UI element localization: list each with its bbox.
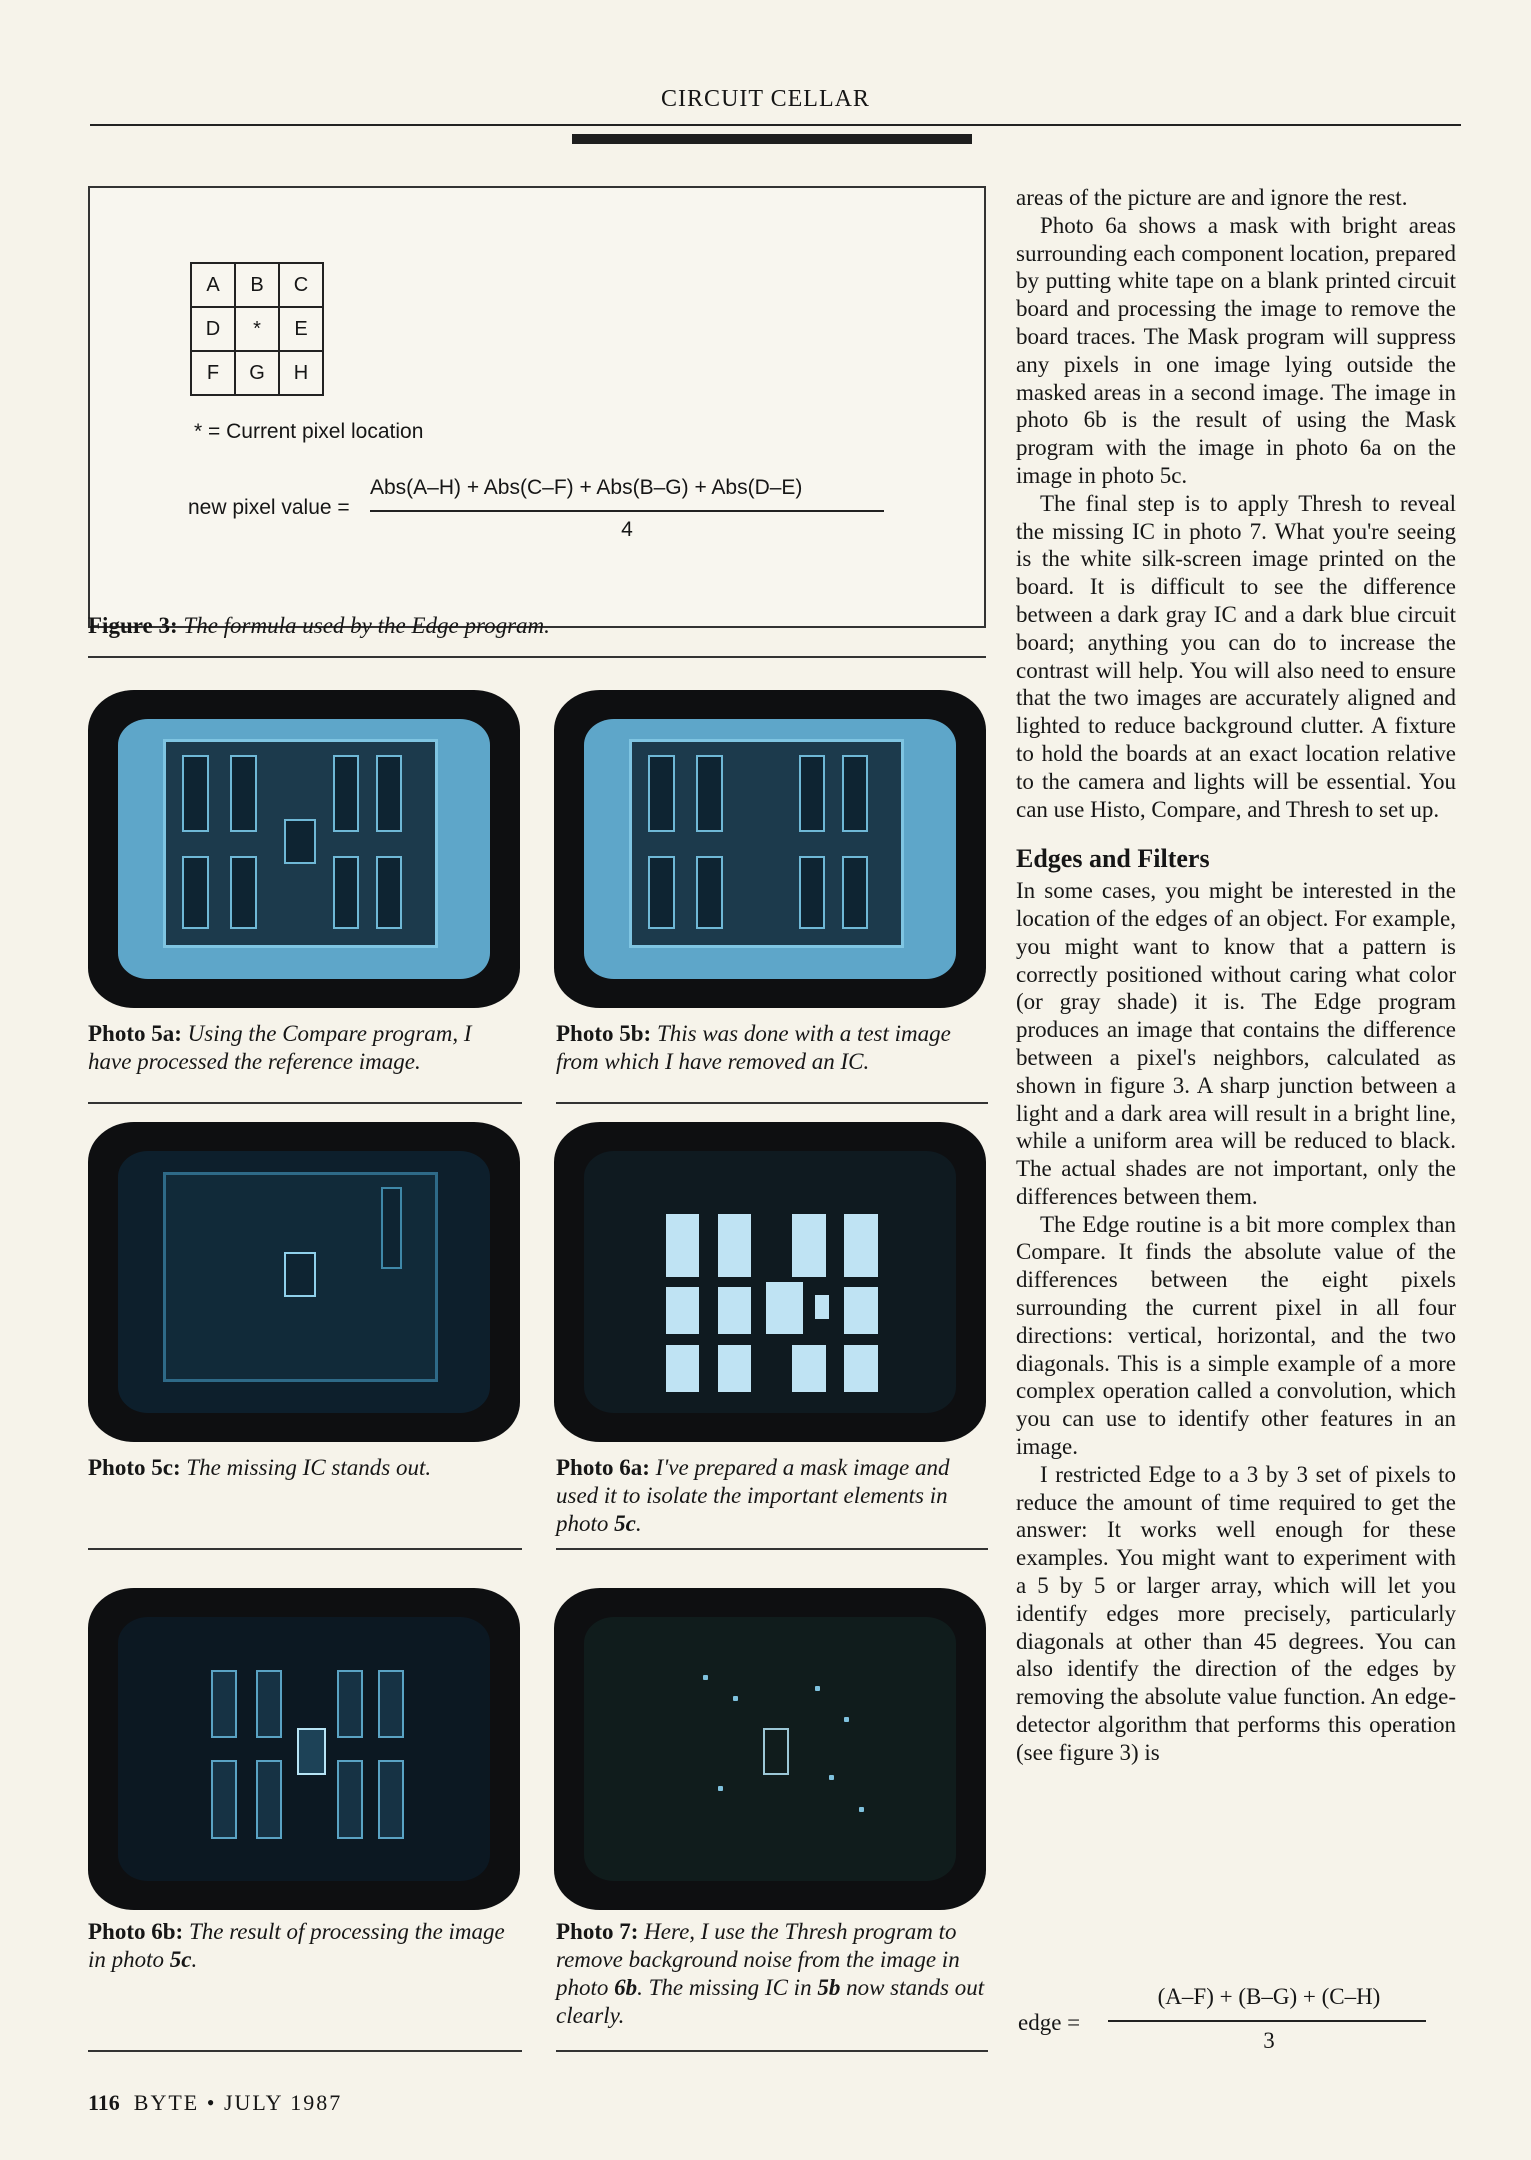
mask-block [718, 1214, 751, 1277]
ic-chip [696, 856, 723, 929]
body-paragraph: The Edge routine is a bit more complex than Compare. It finds the absolute value of the differences between the eight pixels surrounding the current pixel in all four directions: vertical, horizontal, and the two diagonals. This is a simple example of a more complex operation called a convolution, which you can use to identify other features in an image. [1016, 1211, 1456, 1460]
photo-5a-image [88, 690, 520, 1008]
caption-rule [88, 1102, 522, 1104]
subhead: Edges and Filters [1016, 844, 1210, 874]
caption-text: This was done with a test image from which I have removed an IC. [556, 1021, 951, 1074]
mask-block [666, 1345, 699, 1392]
photo-6b-image [88, 1588, 520, 1910]
noise-dot [844, 1717, 849, 1722]
mask-block [815, 1295, 830, 1319]
ic-chip [378, 1670, 404, 1739]
ic-chip [256, 1670, 282, 1739]
noise-dot [815, 1686, 820, 1691]
noise-dot [703, 1675, 708, 1680]
ic-chip [211, 1670, 237, 1739]
circuit-board [629, 739, 904, 948]
body-paragraph: I restricted Edge to a 3 by 3 set of pixels to reduce the amount of time required to get the answer: It works well enough for these examples. You might want to experiment with a 5 by 5 or larger array, which will let you identify edges more precisely, particularly diagonals at other than 45 degrees. You can also identify the direction of the edges by removing the absolute value function. An edge-detector algorithm that performs this operation (see figure 3) is [1016, 1461, 1456, 1765]
header-bar [572, 134, 972, 144]
ic-chip [230, 856, 257, 929]
body-paragraph: areas of the picture are and ignore the rest. [1016, 185, 1408, 210]
caption-label: Photo 5b: [556, 1021, 652, 1046]
photo-5c-caption [88, 1454, 520, 1482]
caption-label: Figure 3: [88, 613, 178, 638]
equation-denominator: 3 [1263, 2028, 1275, 2053]
header-rule [90, 124, 1461, 126]
mask-block [766, 1282, 803, 1334]
photo-7-image [554, 1588, 986, 1910]
circuit-board [163, 1172, 438, 1382]
photo-7-caption [556, 1918, 988, 2030]
circuit-board [163, 739, 438, 948]
pixel-grid [190, 262, 324, 396]
caption-rule [88, 1548, 522, 1550]
caption-text-part: . [191, 1947, 198, 1972]
caption-text-part: now stands out clearly. [556, 1975, 985, 2028]
photo-6b-caption [88, 1918, 520, 1974]
formula-fraction-bar [370, 510, 884, 512]
equation-numerator: (A–F) + (B–G) + (C–H) [1157, 1984, 1381, 2009]
caption-text-part: The result of processing the image in photo [88, 1919, 505, 1972]
caption-label: Photo 6a: [556, 1455, 650, 1480]
ic-chip [648, 755, 675, 832]
page-number: 116 [88, 2090, 120, 2115]
photo-7-screen [584, 1617, 956, 1881]
formula-denominator: 4 [621, 518, 633, 541]
ic-chip [376, 856, 403, 929]
caption-rule [556, 1548, 988, 1550]
grid-legend: * = Current pixel location [194, 420, 424, 443]
ic-chip [333, 856, 360, 929]
grid-cell-b: B [235, 263, 279, 307]
caption-text: The formula used by the Edge program. [183, 613, 550, 638]
body-column [1016, 184, 1456, 1767]
caption-text: Using the Compare program, I have processed the reference image. [88, 1021, 472, 1074]
ic-chip [337, 1670, 363, 1739]
magazine-date: BYTE • JULY 1987 [133, 2090, 343, 2115]
photo-6a-screen [584, 1151, 956, 1413]
ic-chip [378, 1760, 404, 1839]
mask-block [718, 1345, 751, 1392]
ic-chip [648, 856, 675, 929]
caption-label: Photo 7: [556, 1919, 639, 1944]
caption-rule [556, 1102, 988, 1104]
grid-cell-e: E [279, 307, 323, 351]
photo-5a-screen [118, 719, 490, 980]
photo-5c-screen [118, 1151, 490, 1413]
ic-chip [284, 1252, 316, 1297]
mask-block [718, 1287, 751, 1334]
equation-label: edge = [1018, 2010, 1081, 2035]
noise-dot [859, 1807, 864, 1812]
mask-block [792, 1214, 825, 1277]
caption-ref: 5c [169, 1947, 192, 1972]
caption-text-part: Here, I use the Thresh program to remove background noise from the image in photo [556, 1919, 960, 2000]
ic-chip [211, 1760, 237, 1839]
grid-cell-c: C [279, 263, 323, 307]
noise-dot [829, 1775, 834, 1780]
caption-rule [88, 656, 986, 658]
grid-cell-d: D [191, 307, 235, 351]
body-paragraph: In some cases, you might be interested in the location of the edges of an object. For example, you might want to know that a pattern is correctly positioned without caring what color (or gray shade) it is. The Edge program produces an image that contains the difference between a pixel's neighbors, calculated as shown in figure 3. A sharp junction between a light and a dark area will result in a bright line, while a uniform area will be reduced to black. The actual shades are not important, only the differences between them. [1016, 878, 1456, 1209]
photo-5b-caption [556, 1020, 988, 1076]
ic-chip [230, 755, 257, 832]
ic-chip [696, 755, 723, 832]
mask-block [844, 1345, 877, 1392]
grid-cell-current: * [235, 307, 279, 351]
formula-label: new pixel value = [188, 496, 350, 519]
ic-chip [182, 856, 209, 929]
ic-chip [799, 755, 826, 832]
ic-chip [337, 1760, 363, 1839]
ic-chip [284, 819, 316, 864]
caption-label: Photo 6b: [88, 1919, 184, 1944]
equation-fraction-bar [1108, 2020, 1426, 2022]
body-paragraph: The final step is to apply Thresh to reveal the missing IC in photo 7. What you're seeing is the white silk-screen image printed on the board. It is difficult to see the difference between a dark gray IC and a dark blue circuit board; anything you can do to increase the contrast will help. You will also need to ensure that the two images are accurately aligned and lighted to reduce background clutter. A fixture to hold the boards at an exact location relative to the camera and lights will be essential. You can use Histo, Compare, and Thresh to set up. [1016, 490, 1456, 822]
photo-6a-caption [556, 1454, 988, 1538]
figure-3-box [88, 186, 986, 628]
caption-text-part: . [635, 1511, 642, 1536]
caption-ref: 5c [614, 1511, 636, 1536]
ic-chip [842, 755, 869, 832]
mask-block [844, 1214, 877, 1277]
figure-3-caption [88, 612, 988, 640]
caption-text-part: . The missing IC in [637, 1975, 818, 2000]
ic-chip [256, 1760, 282, 1839]
caption-rule [556, 2050, 988, 2052]
ic-chip [376, 755, 403, 832]
mask-block [792, 1345, 825, 1392]
caption-label: Photo 5a: [88, 1021, 182, 1046]
body-paragraph: Photo 6a shows a mask with bright areas surrounding each component location, prepared by putting white tape on a blank printed circuit board and processing the image to remove the board traces. The Mask program will suppress any pixels in one image lying outside the masked areas in a second image. The image in photo 6b is the result of using the Mask program with the image in photo 6a on the image in photo 5c. [1016, 212, 1456, 488]
grid-cell-h: H [279, 351, 323, 395]
mask-block [666, 1214, 699, 1277]
caption-ref: 6b [614, 1975, 638, 2000]
noise-dot [718, 1786, 723, 1791]
mask-block [666, 1287, 699, 1334]
photo-5b-image [554, 690, 986, 1008]
ic-chip [333, 755, 360, 832]
page-footer [88, 2090, 342, 2116]
ic-chip [182, 755, 209, 832]
caption-text-part: I've prepared a mask image and used it to isolate the important elements in photo [556, 1455, 950, 1536]
photo-5b-screen [584, 719, 956, 980]
caption-text: The missing IC stands out. [186, 1455, 432, 1480]
photo-5c-image [88, 1122, 520, 1442]
mask-block [844, 1287, 877, 1334]
caption-label: Photo 5c: [88, 1455, 181, 1480]
photo-6a-image [554, 1122, 986, 1442]
caption-rule [88, 2050, 522, 2052]
photo-5a-caption [88, 1020, 520, 1076]
grid-cell-f: F [191, 351, 235, 395]
grid-cell-g: G [235, 351, 279, 395]
caption-ref: 5b [817, 1975, 841, 2000]
ic-chip [763, 1728, 789, 1776]
photo-6b-screen [118, 1617, 490, 1881]
noise-dot [733, 1696, 738, 1701]
formula-numerator: Abs(A–H) + Abs(C–F) + Abs(B–G) + Abs(D–E) [370, 476, 803, 499]
ic-chip [297, 1728, 327, 1776]
ic-chip [842, 856, 869, 929]
grid-cell-a: A [191, 263, 235, 307]
ic-chip [799, 856, 826, 929]
running-header: CIRCUIT CELLAR [661, 86, 870, 112]
ic-chip [381, 1187, 403, 1269]
